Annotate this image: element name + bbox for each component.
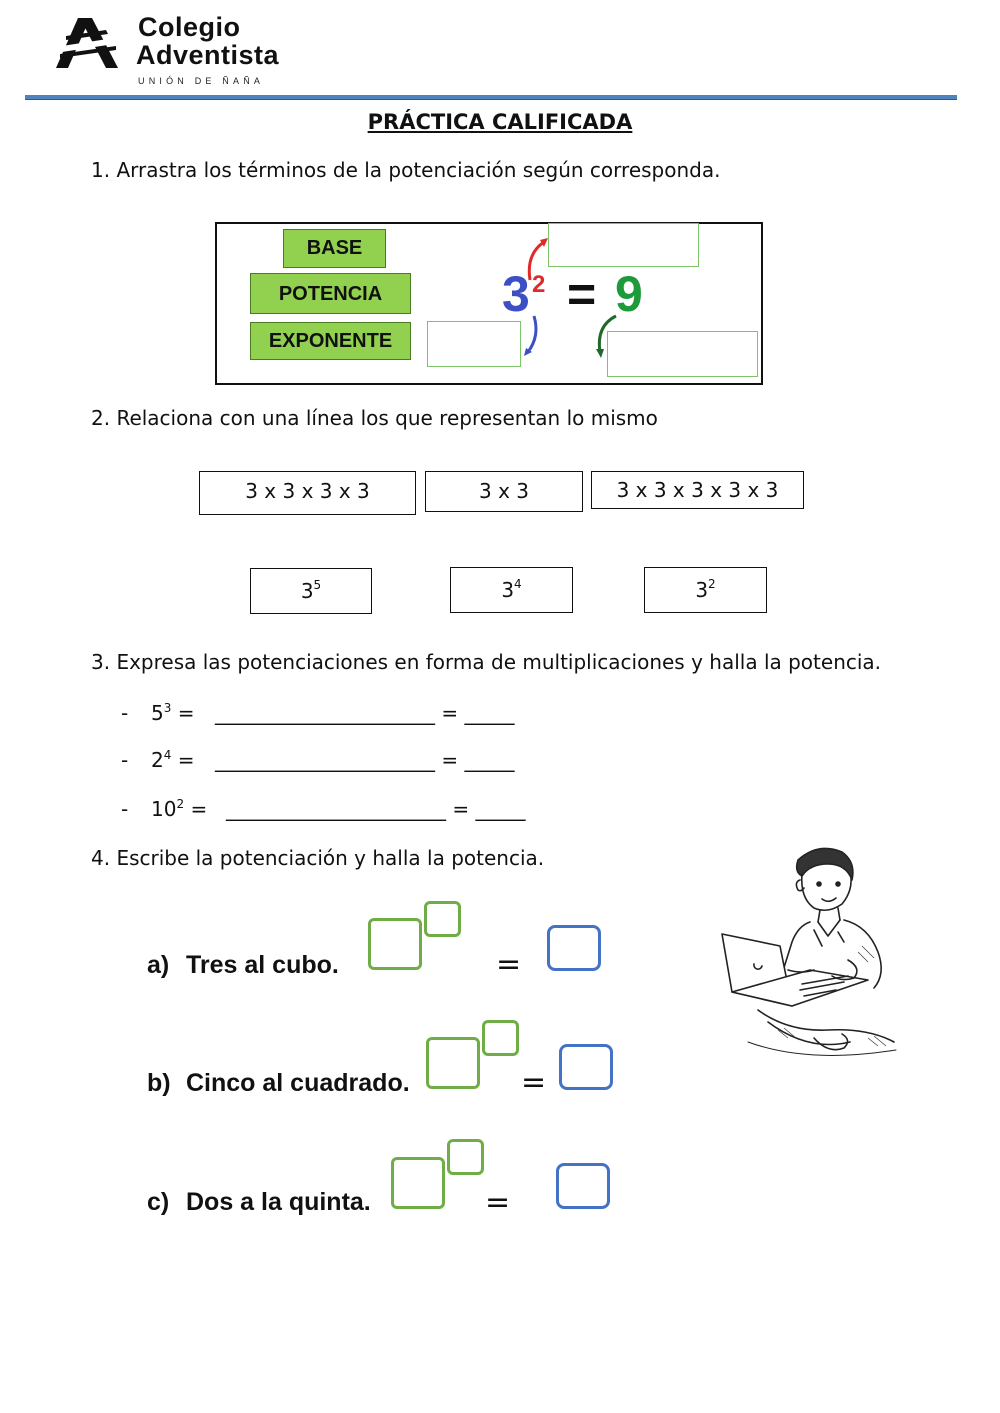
q3-answer-3[interactable] [226, 796, 525, 822]
q3-eq2-3: = [452, 797, 470, 821]
q3-expr-1-base: 5 [151, 701, 164, 725]
match-bottom-2-base: 3 [501, 578, 515, 602]
q3-expr-2-exp: 4 [163, 748, 172, 762]
boy-with-laptop-illustration [718, 842, 903, 1064]
q3-expr-2 [151, 747, 195, 773]
q4-item-c-letter: c) [147, 1188, 170, 1216]
match-bottom-1-base: 3 [300, 579, 314, 603]
q3-expr-3-exp: 2 [176, 797, 185, 811]
q3-blank-1[interactable]: ______________________ [215, 701, 435, 725]
q3-blank-3[interactable]: ______________________ [226, 797, 446, 821]
q3-expr-1 [151, 700, 195, 726]
q3-expr-1-exp: 3 [163, 701, 172, 715]
match-bottom-1-exp: 5 [313, 578, 322, 592]
match-top-3[interactable]: 3 x 3 x 3 x 3 x 3 [591, 471, 804, 509]
q3-expr-3-eq: = [190, 797, 208, 821]
tag-base[interactable]: BASE [283, 229, 386, 268]
q4-a-equals: = [496, 947, 522, 982]
q4-b-exp-box[interactable] [482, 1020, 519, 1056]
q3-eq2-2: = [441, 748, 459, 772]
q3-expr-2-base: 2 [151, 748, 164, 772]
school-subtitle: UNIÓN DE ÑAÑA [138, 76, 265, 86]
q3-expr-1-eq: = [177, 701, 195, 725]
q3-result-3[interactable]: _____ [475, 797, 526, 821]
q3-result-1[interactable]: _____ [464, 701, 515, 725]
q4-a-result-box[interactable] [547, 925, 601, 971]
q4-b-base-box[interactable] [426, 1037, 480, 1089]
q3-bullet-1: - [121, 701, 129, 725]
power-result: 9 [615, 266, 643, 322]
match-bottom-3-exp: 2 [708, 577, 716, 591]
q4-a-exp-box[interactable] [424, 901, 461, 937]
q4-a-base-box[interactable] [368, 918, 422, 970]
match-bottom-1[interactable] [250, 568, 372, 614]
school-name-line2: Adventista [136, 40, 280, 70]
school-logo-icon [56, 16, 118, 68]
match-bottom-3-base: 3 [695, 578, 709, 602]
q3-expr-3 [151, 796, 207, 822]
q4-item-b-text: Cinco al cuadrado. [186, 1069, 410, 1097]
q3-result-2[interactable]: _____ [464, 748, 515, 772]
q4-b-equals: = [521, 1065, 547, 1100]
match-bottom-2-exp: 4 [514, 577, 522, 591]
q4-c-base-box[interactable] [391, 1157, 445, 1209]
q2-prompt: 2. Relaciona con una línea los que representan lo mismo [91, 406, 658, 430]
header-rule [25, 95, 957, 100]
tag-potencia[interactable]: POTENCIA [250, 273, 411, 314]
q3-answer-2[interactable] [215, 747, 514, 773]
match-bottom-2[interactable] [450, 567, 573, 613]
q4-b-result-box[interactable] [559, 1044, 613, 1090]
match-top-1[interactable]: 3 x 3 x 3 x 3 [199, 471, 416, 515]
power-exponent: 2 [532, 271, 546, 298]
q4-c-equals: = [485, 1185, 511, 1220]
match-bottom-3[interactable] [644, 567, 767, 613]
q4-item-b-letter: b) [147, 1069, 171, 1097]
q4-prompt: 4. Escribe la potenciación y halla la potencia. [91, 846, 545, 870]
tag-exponente[interactable]: EXPONENTE [250, 322, 411, 360]
q3-prompt: 3. Expresa las potenciaciones en forma de multiplicaciones y halla la potencia. [91, 650, 882, 674]
q4-item-a-letter: a) [147, 951, 170, 979]
power-base: 3 [502, 266, 530, 322]
q4-c-exp-box[interactable] [447, 1139, 484, 1175]
q3-bullet-2: - [121, 748, 129, 772]
q3-blank-2[interactable]: ______________________ [215, 748, 435, 772]
match-top-2[interactable]: 3 x 3 [425, 471, 583, 512]
q3-expr-2-eq: = [177, 748, 195, 772]
q3-eq2-1: = [441, 701, 459, 725]
q4-item-c-text: Dos a la quinta. [186, 1188, 371, 1216]
page-title: PRÁCTICA CALIFICADA [367, 110, 633, 134]
q3-expr-3-base: 10 [151, 797, 177, 821]
q3-answer-1[interactable] [215, 700, 514, 726]
school-name-line1: Colegio [138, 12, 241, 42]
q3-bullet-3: - [121, 797, 129, 821]
q4-item-a-text: Tres al cubo. [186, 951, 339, 979]
power-equals: = [567, 266, 597, 322]
q4-c-result-box[interactable] [556, 1163, 610, 1209]
q1-prompt: 1. Arrastra los términos de la potenciación según corresponda. [91, 158, 721, 182]
